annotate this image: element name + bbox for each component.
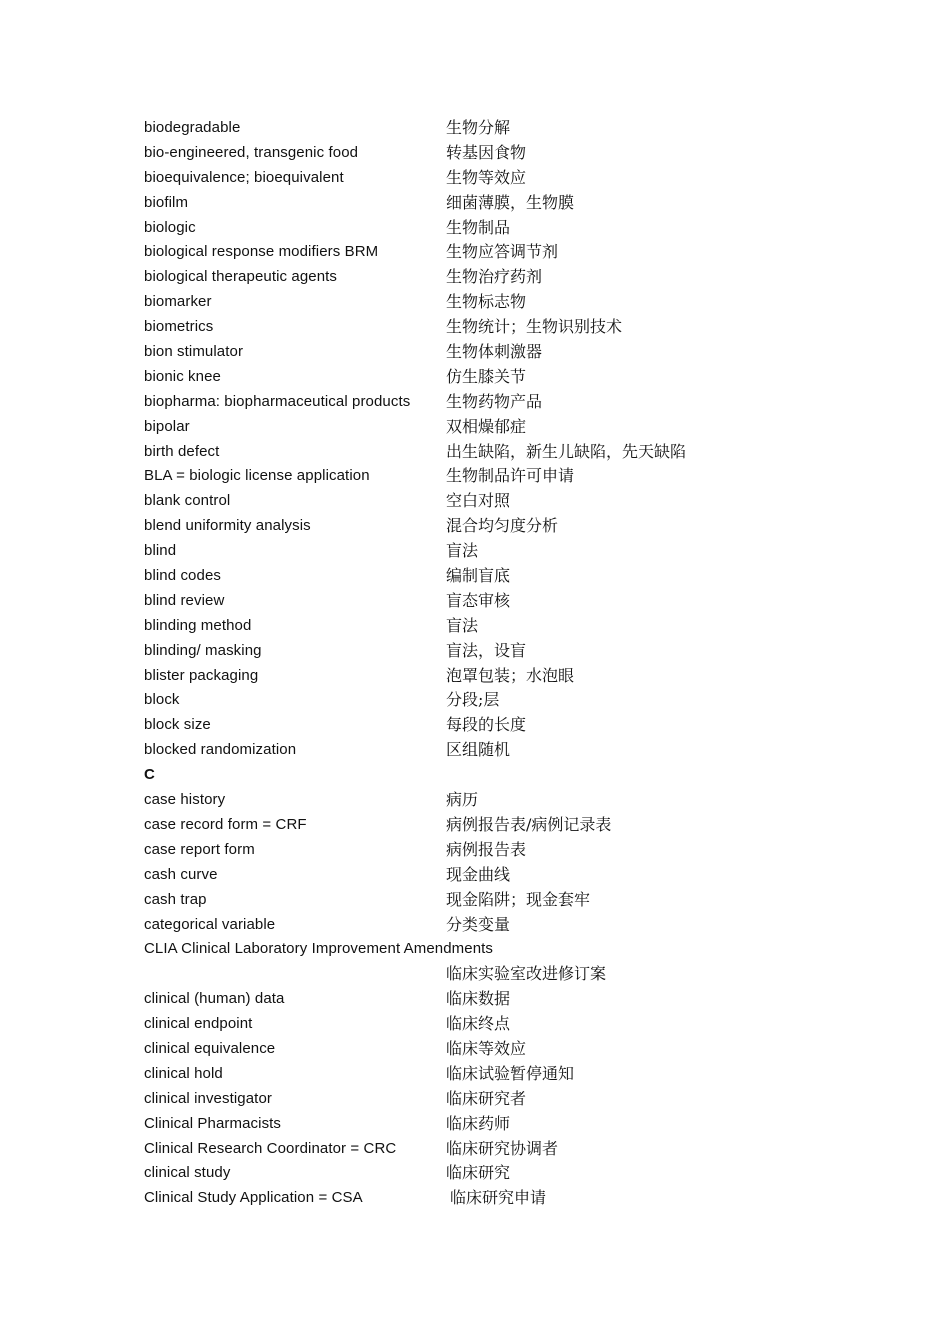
- english-term: biological therapeutic agents: [144, 268, 338, 286]
- glossary-entry: [144, 564, 864, 589]
- glossary-entry: [144, 1112, 864, 1137]
- glossary-entry: [144, 390, 864, 415]
- chinese-translation: 盲法: [446, 615, 479, 635]
- glossary-entry: [144, 539, 864, 564]
- section-heading: [144, 763, 864, 788]
- english-term: blocked randomization: [144, 741, 297, 759]
- english-term: blister packaging: [144, 666, 259, 684]
- chinese-translation: 临床终点: [446, 1014, 511, 1034]
- chinese-translation: 现金陷阱；现金套牢: [446, 889, 591, 909]
- glossary-entry: [144, 191, 864, 216]
- chinese-translation: 临床药师: [446, 1113, 511, 1133]
- glossary-entry: [144, 838, 864, 863]
- chinese-translation: 出生缺陷，新生儿缺陷，先天缺陷: [446, 441, 687, 461]
- english-term: bionic knee: [144, 367, 221, 385]
- english-term: bipolar: [144, 417, 190, 435]
- chinese-translation: 仿生膝关节: [446, 366, 527, 386]
- glossary-entry: [144, 713, 864, 738]
- chinese-translation: 分段;层: [446, 690, 500, 710]
- glossary-entry: [144, 1087, 864, 1112]
- glossary-entry: [144, 937, 864, 962]
- glossary-entry: [144, 265, 864, 290]
- english-term: biomarker: [144, 293, 212, 311]
- chinese-translation: 混合均匀度分析: [446, 516, 559, 536]
- glossary-entry: [144, 688, 864, 713]
- glossary-entry: [144, 987, 864, 1012]
- english-term: clinical investigator: [144, 1089, 272, 1107]
- english-term: case report form: [144, 840, 255, 858]
- chinese-translation: 临床试验暂停通知: [446, 1063, 575, 1083]
- glossary-entry: [144, 639, 864, 664]
- chinese-translation: 细菌薄膜，生物膜: [446, 192, 575, 212]
- chinese-translation: 盲法，设盲: [446, 640, 527, 660]
- glossary-entry: [144, 1186, 864, 1211]
- english-term: CLIA Clinical Laboratory Improvement Amendments: [144, 940, 494, 958]
- chinese-translation: 生物治疗药剂: [446, 267, 543, 287]
- chinese-translation: 生物应答调节剂: [446, 242, 559, 262]
- english-term: block: [144, 691, 180, 709]
- english-term: biologic: [144, 218, 196, 236]
- glossary-entry: [144, 141, 864, 166]
- glossary-entry: [144, 1037, 864, 1062]
- chinese-translation: 编制盲底: [446, 566, 511, 586]
- glossary-entry: [144, 415, 864, 440]
- english-term: case history: [144, 791, 226, 809]
- english-term: clinical study: [144, 1164, 231, 1182]
- chinese-translation: 临床实验室改进修订案: [446, 964, 607, 984]
- glossary-entry: [144, 315, 864, 340]
- glossary-entry: [144, 116, 864, 141]
- glossary-entry: [144, 340, 864, 365]
- glossary-entry: [144, 614, 864, 639]
- chinese-translation: 生物制品: [446, 217, 511, 237]
- english-term: Clinical Study Application = CSA: [144, 1189, 363, 1207]
- chinese-translation: 双相燥郁症: [446, 416, 527, 436]
- chinese-translation: 生物体刺激器: [446, 342, 543, 362]
- chinese-translation: 病历: [446, 790, 479, 810]
- english-term: blend uniformity analysis: [144, 517, 311, 535]
- english-term: birth defect: [144, 442, 220, 460]
- english-term: cash curve: [144, 865, 218, 883]
- english-term: biofilm: [144, 193, 189, 211]
- glossary-entry: [144, 489, 864, 514]
- glossary-entry: [144, 1137, 864, 1162]
- glossary-entry: [144, 664, 864, 689]
- english-term: bion stimulator: [144, 343, 244, 361]
- english-term: biological response modifiers BRM: [144, 243, 379, 261]
- english-term: biometrics: [144, 318, 214, 336]
- english-term: bio-engineered, transgenic food: [144, 143, 359, 161]
- english-term: BLA = biologic license application: [144, 467, 370, 485]
- glossary-entry: [144, 514, 864, 539]
- chinese-translation: 临床研究协调者: [446, 1138, 559, 1158]
- glossary-entry: [144, 365, 864, 390]
- glossary-entry: [144, 1062, 864, 1087]
- english-term: blind codes: [144, 567, 221, 585]
- chinese-translation: 盲法: [446, 541, 479, 561]
- chinese-translation: 泡罩包装；水泡眼: [446, 665, 575, 685]
- english-term: categorical variable: [144, 915, 276, 933]
- chinese-translation: 临床数据: [446, 989, 511, 1009]
- english-term: blind review: [144, 591, 225, 609]
- english-term: blind: [144, 542, 177, 560]
- english-term: cash trap: [144, 890, 207, 908]
- chinese-translation: 现金曲线: [446, 864, 511, 884]
- glossary-entry: [144, 863, 864, 888]
- chinese-translation: 空白对照: [446, 491, 511, 511]
- english-term: clinical (human) data: [144, 990, 285, 1008]
- english-term: Clinical Pharmacists: [144, 1114, 282, 1132]
- chinese-translation: 临床研究: [446, 1163, 511, 1183]
- glossary-entry: [144, 166, 864, 191]
- chinese-translation: 生物分解: [446, 118, 511, 137]
- chinese-translation: 生物制品许可申请: [446, 466, 575, 486]
- chinese-translation: 分类变量: [446, 914, 511, 934]
- glossary-entry: [144, 589, 864, 614]
- glossary-entry: [144, 1161, 864, 1186]
- glossary-entry: [144, 788, 864, 813]
- glossary-entry: [144, 888, 864, 913]
- chinese-translation: 生物统计；生物识别技术: [446, 317, 623, 337]
- english-term: Clinical Research Coordinator = CRC: [144, 1139, 397, 1157]
- chinese-translation: 生物标志物: [446, 292, 527, 312]
- english-term: biodegradable: [144, 119, 241, 136]
- english-term: case record form = CRF: [144, 815, 307, 833]
- chinese-translation: 生物药物产品: [446, 391, 543, 411]
- english-term: block size: [144, 716, 211, 734]
- chinese-translation: 盲态审核: [446, 590, 511, 610]
- glossary-entry: [144, 464, 864, 489]
- glossary-list: [144, 116, 864, 1211]
- glossary-entry: [144, 913, 864, 938]
- glossary-entry: [144, 962, 864, 987]
- chinese-translation: 生物等效应: [446, 167, 527, 187]
- glossary-entry: [144, 1012, 864, 1037]
- chinese-translation: 病例报告表/病例记录表: [446, 814, 612, 834]
- glossary-entry: [144, 738, 864, 763]
- glossary-entry: [144, 240, 864, 265]
- english-term: clinical equivalence: [144, 1039, 276, 1057]
- glossary-entry: [144, 216, 864, 241]
- english-term: blinding/ masking: [144, 641, 262, 659]
- english-term: clinical hold: [144, 1064, 223, 1082]
- english-term: blinding method: [144, 616, 252, 634]
- chinese-translation: 区组随机: [446, 740, 511, 760]
- english-term: clinical endpoint: [144, 1015, 253, 1033]
- chinese-translation: 每段的长度: [446, 715, 527, 735]
- glossary-entry: [144, 290, 864, 315]
- section-letter: C: [144, 766, 155, 784]
- glossary-entry: [144, 813, 864, 838]
- glossary-entry: [144, 440, 864, 465]
- chinese-translation: 临床等效应: [446, 1038, 527, 1058]
- english-term: biopharma: biopharmaceutical products: [144, 392, 411, 410]
- english-term: bioequivalence; bioequivalent: [144, 168, 344, 186]
- chinese-translation: 临床研究者: [446, 1088, 527, 1108]
- chinese-translation: 临床研究申请: [450, 1188, 547, 1208]
- chinese-translation: 转基因食物: [446, 142, 527, 162]
- chinese-translation: 病例报告表: [446, 839, 527, 859]
- english-term: blank control: [144, 492, 231, 510]
